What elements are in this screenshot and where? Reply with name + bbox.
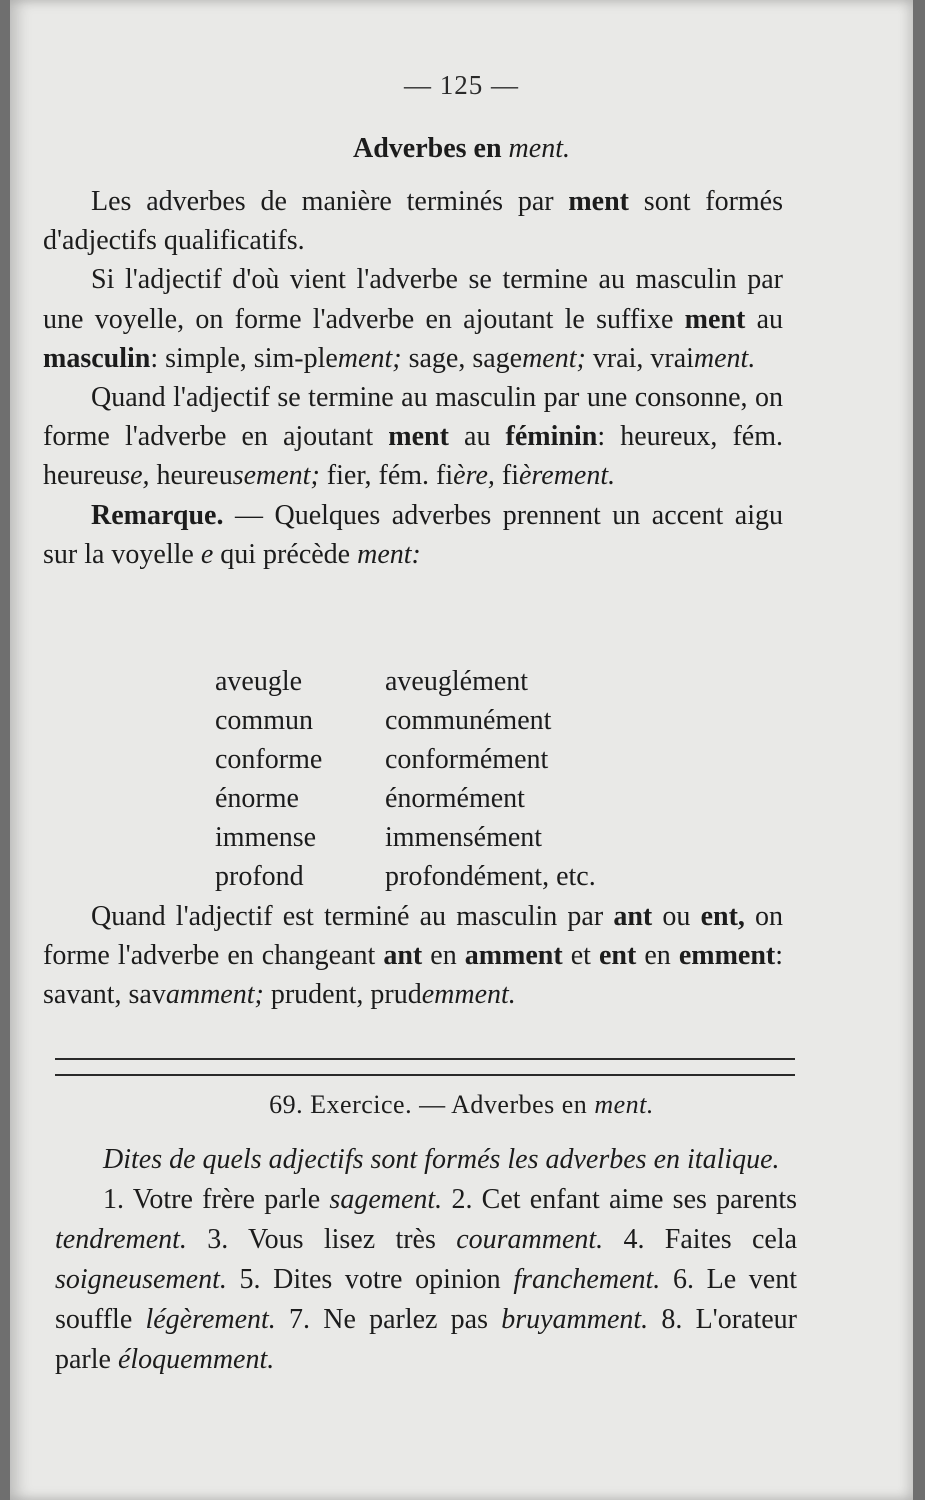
table-row <box>215 857 596 896</box>
adverb-table <box>215 662 596 896</box>
adjective-cell: commun <box>215 704 313 736</box>
exercise-instruction: Dites de quels adjectifs sont formés les adverbes en italique. <box>103 1144 780 1175</box>
exercise-title-italic: ment. <box>594 1090 654 1119</box>
page-number: — 125 — <box>404 70 519 100</box>
paragraph-3: Quand l'adjectif se termine au masculin par une consonne, on forme l'adverbe en ajoutant ment au féminin: heureux, fém. heureuse, heureusement; fier, fém. fière, fièrement. <box>43 382 783 492</box>
adverb-cell: immensément <box>385 821 543 853</box>
adverb-cell: aveuglément <box>385 665 529 697</box>
divider-thin <box>55 1058 795 1060</box>
adjective-cell: immense <box>215 821 317 853</box>
adjective-cell: conforme <box>215 743 323 775</box>
divider-thick <box>55 1074 795 1076</box>
book-page <box>10 0 913 1500</box>
rules-text-2 <box>43 897 783 1015</box>
table-row <box>215 662 596 701</box>
section-title-main: Adverbes en <box>353 133 502 164</box>
section-title-italic: ment. <box>508 133 570 164</box>
adjective-cell: énorme <box>215 782 299 814</box>
rules-text <box>43 182 783 574</box>
adverb-cell: profondément, etc. <box>385 860 596 892</box>
table-row <box>215 701 596 740</box>
table-row <box>215 779 596 818</box>
paragraph-5: Quand l'adjectif est terminé au masculin par ant ou ent, on forme l'adverbe en changeant ant en amment et ent en emment: savant, savamment; prudent, prudemment. <box>43 901 784 1011</box>
adjective-cell: aveugle <box>215 665 303 697</box>
exercise-sentences: 1. Votre frère parle sagement. 2. Cet enfant aime ses parents tendrement. 3. Vous lisez très couramment. 4. Faites cela soigneusement. 5. Dites votre opinion franchement. 6. Le vent souffle légèrement. 7. Ne parlez pas bruyamment. 8. L'orateur parle éloquemment. <box>55 1184 798 1375</box>
adverb-cell: énormément <box>385 782 525 814</box>
adverb-cell: conformément <box>385 743 549 775</box>
exercise-title-main: 69. Exercice. — Adverbes en <box>269 1090 588 1119</box>
paragraph-2: Si l'adjectif d'où vient l'adverbe se termine au masculin par une voyelle, on forme l'adverbe en ajoutant le suffixe ment au masculin: simple, sim-plement; sage, sagement; vrai, vraiment. <box>43 264 784 374</box>
section-title <box>10 133 913 165</box>
table-row <box>215 740 596 779</box>
table-row <box>215 818 596 857</box>
adverb-cell: communément <box>385 704 552 736</box>
exercise-title <box>10 1090 913 1120</box>
exercise-body <box>55 1140 797 1380</box>
paragraph-remarque: Remarque. — Quelques adverbes prennent un accent aigu sur la voyelle e qui précède ment: <box>43 499 783 570</box>
adjective-cell: profond <box>215 860 304 892</box>
paragraph-1: Les adverbes de manière terminés par ment sont formés d'adjectifs qualificatifs. <box>43 186 783 257</box>
